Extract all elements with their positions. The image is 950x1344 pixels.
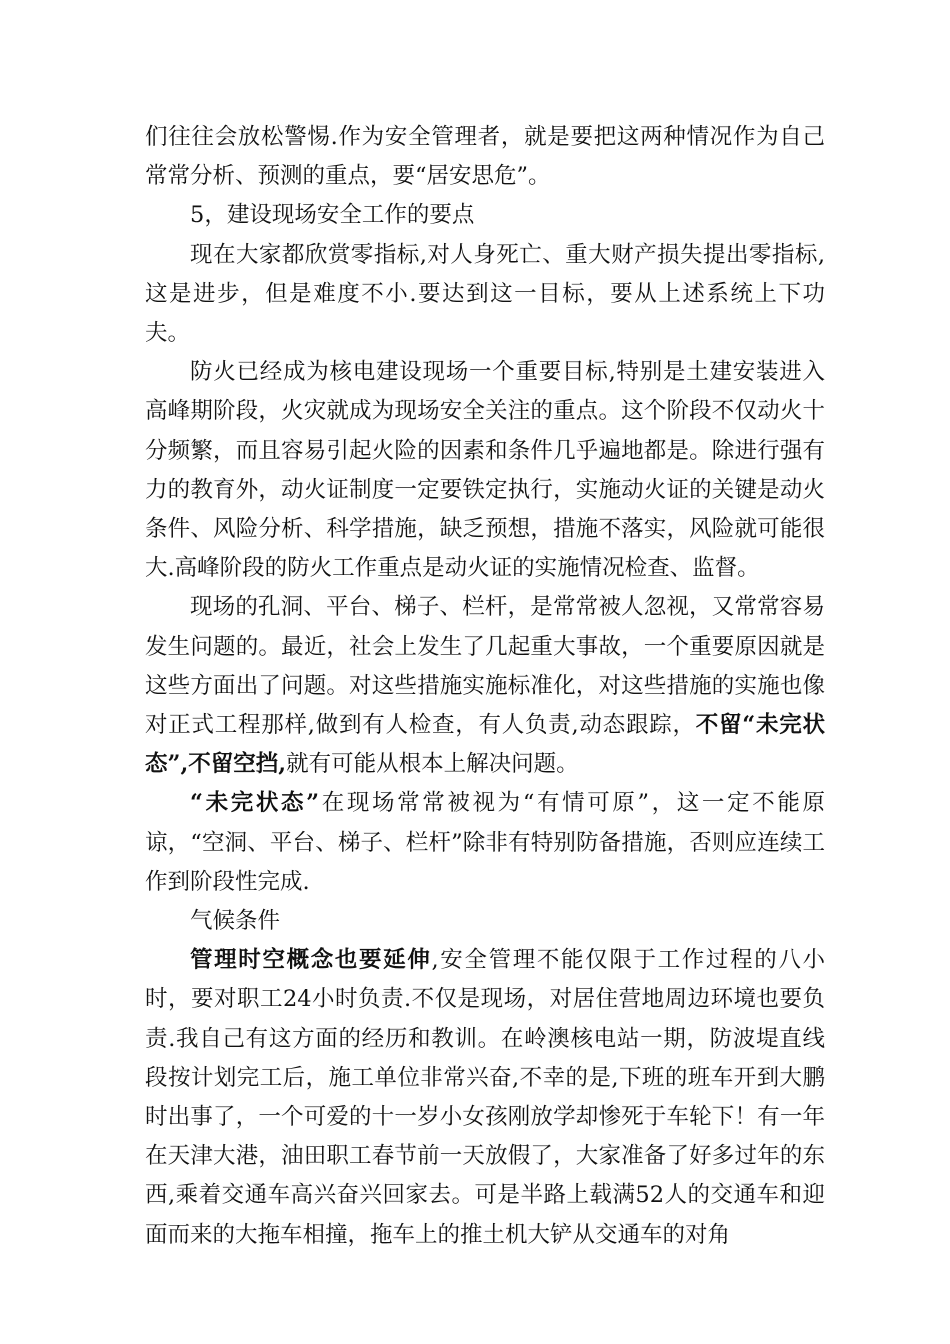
paragraph-6-bold-text: “未完状态” (190, 790, 320, 817)
paragraph-8-text: ,安全管理不能仅限于工作过程的八小时，要对职工24小时负责.不仅是现场，对居住营地周边环境也要负责.我自己有这方面的经历和教训。在岭澳核电站一期，防波堤直线段按计划完工后，施工单位非常兴奋,不幸的是,下班的班车开到大鹏时出事了，一个可爱的十一岁小女孩刚放学却惨死于车轮下！有一年在天津大港，油田职工春节前一天放假了，大家准备了好多过年的东西,乘着交通车高兴奋兴回家去。可是半路上载满52人的交通车和迎面而来的大拖车相撞，拖车上的推土机大铲从交通车的对角 (145, 947, 825, 1248)
paragraph-5-text: 现场的孔洞、平台、梯子、栏杆，是常常被人忽视，又常常容易发生问题的。最近，社会上发生了几起重大事故，一个重要原因就是这些方面出了问题。对这些措施实施标准化，对这些措施的实施也像对正式工程那样,做到有人检查，有人负责,动态跟踪， (145, 594, 825, 739)
document-page (145, 118, 825, 1255)
section-heading (145, 196, 825, 235)
paragraph-5-bold-text: 不留“未完状态”,不留空挡, (145, 712, 825, 778)
section-heading-text: 5，建设现场安全工作的要点 (190, 202, 475, 229)
paragraph-1-text: 们往往会放松警惕.作为安全管理者，就是要把这两种情况作为自己常常分析、预测的重点，要“居安思危”。 (145, 124, 825, 190)
paragraph-1 (145, 118, 825, 196)
paragraph-6 (145, 784, 825, 902)
paragraph-4 (145, 353, 825, 588)
paragraph-8 (145, 941, 825, 1255)
paragraph-5 (145, 588, 825, 784)
paragraph-3 (145, 236, 825, 354)
paragraph-5-tail-text: 就有可能从根本上解决问题。 (286, 751, 579, 778)
paragraph-8-bold-text: 管理时空概念也要延伸 (190, 947, 432, 974)
subheading-climate-text: 气候条件 (190, 908, 281, 935)
subheading-climate (145, 902, 825, 941)
paragraph-4-text: 防火已经成为核电建设现场一个重要目标,特别是土建安装进入高峰期阶段，火灾就成为现场安全关注的重点。这个阶段不仅动火十分频繁，而且容易引起火险的因素和条件几乎遍地都是。除进行强有力的教育外，动火证制度一定要铁定执行，实施动火证的关键是动火条件、风险分析、科学措施，缺乏预想，措施不落实，风险就可能很大.高峰阶段的防火工作重点是动火证的实施情况检查、监督。 (145, 359, 825, 582)
paragraph-3-text: 现在大家都欣赏零指标,对人身死亡、重大财产损失提出零指标,这是进步，但是难度不小.要达到这一目标，要从上述系统上下功夫。 (145, 241, 825, 347)
paragraph-6-text: 在现场常常被视为“有情可原”，这一定不能原谅，“空洞、平台、梯子、栏杆”除非有特别防备措施，否则应连续工作到阶段性完成. (145, 790, 825, 895)
